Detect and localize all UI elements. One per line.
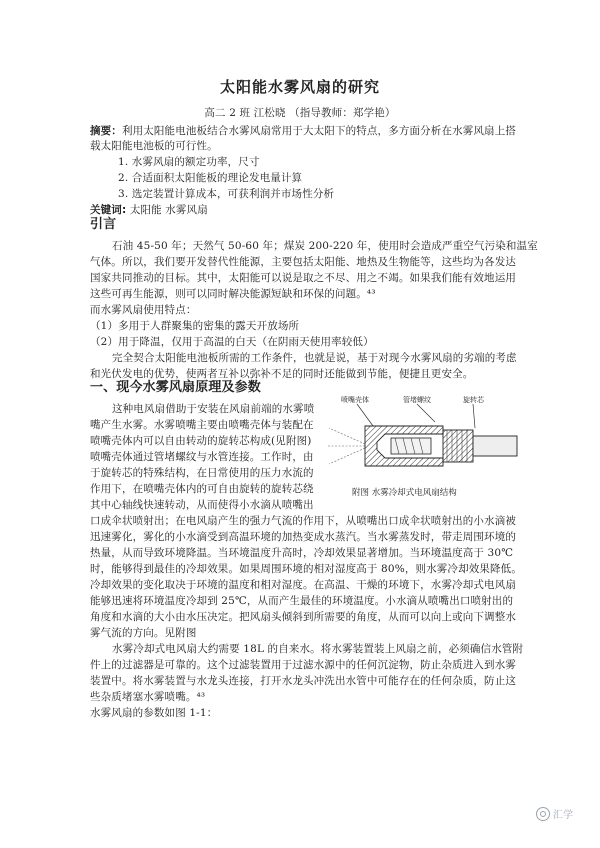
spray-line [329, 428, 365, 444]
abstract-line-2: 载太阳能电池板的可行性。 [90, 140, 218, 152]
intro-text: 和光伏发电的优势，使两者互补以弥补不足的同时还能做到节能，便捷且更安全。 [90, 368, 474, 380]
watermark-text: 汇学 [553, 810, 573, 821]
intro-text: 气体。所以，我们要开发替代性能源，主要包括太阳能、地热及生物能等，这些均为各发达 [90, 256, 516, 268]
section-text: 时，能够得到最佳的冷却效果。如果周围环境的相对湿度高于 80%，则水雾冷却效果降低。 [90, 563, 522, 575]
abstract-item: 2. 合适面积太阳能板的理论发电量计算 [118, 172, 303, 184]
keywords-value: 太阳能 水雾风扇 [129, 204, 208, 216]
intro-text: 石油 45-50 年；天然气 50-60 年；煤炭 200-220 年，使用时会造成严重空气污染和温室 [112, 240, 538, 252]
section-heading: 一、现今水雾风扇原理及参数 [90, 380, 261, 395]
wechat-icon [536, 807, 550, 821]
thread-plug [443, 430, 473, 462]
section-text: 能够迅速将环境温度冷却到 25℃，从而产生最佳的环境温度。小水滴从喷嘴出口喷射出的 [90, 595, 514, 607]
paper-title: 太阳能水雾风扇的研究 [219, 78, 380, 96]
leader-line [357, 404, 373, 426]
section-text: 其中心轴线快速转动，从而使得小水滴从喷嘴出 [90, 499, 314, 511]
intro-text: 而水雾风扇使用特点： [90, 304, 197, 316]
nozzle-diagram [325, 392, 525, 484]
intro-list-item: （2）用于降温，仅用于高温的白天（在阴雨天使用率较低） [90, 336, 374, 348]
section-text: 角度和水滴的大小由水压决定。把风扇头倾斜到所需要的角度，从而可以向上或向下调整水 [90, 611, 516, 623]
leader-line [417, 404, 435, 422]
figure-label: 管堵螺纹 [403, 396, 431, 404]
figure-caption: 附图 水雾冷却式电风扇结构 [352, 488, 457, 498]
section-text: 口成伞状喷射出；在电风扇产生的强力气流的作用下，从喷嘴出口成伞状喷射出的小水滴被 [90, 515, 516, 527]
intro-heading: 引言 [90, 217, 117, 232]
section-text: 喷嘴壳体通过管堵螺纹与水管连接。工作时，由 [90, 451, 314, 463]
section-text: 装置中。将水雾装置与水龙头连接，打开水龙头冲洗出水管中可能存在的任何杂质，防止这 [90, 675, 516, 687]
section-text: 些杂质堵塞水雾喷嘴。⁴³ [90, 691, 206, 703]
section-text: 喷嘴壳体内可以自由转动的旋转芯构成(见附图) [90, 435, 312, 447]
keywords-label: 关键词: [90, 204, 127, 216]
watermark [536, 806, 573, 821]
section-text: 于旋转芯的特殊结构，在日常使用的压力水流的 [90, 467, 314, 479]
spray-line [329, 448, 365, 464]
leader-line [473, 404, 475, 428]
abstract-label: 摘要： [90, 125, 122, 137]
author-byline: 高二 2 班 江松晓 （指导教师：郑学艳） [204, 107, 396, 119]
section-text: 这种电风扇借助于安装在风扇前端的水雾喷 [112, 403, 315, 415]
keywords-line [90, 203, 208, 217]
section-text: 嘴产生水雾。水雾喷嘴主要由喷嘴壳体与装配在 [90, 419, 314, 431]
abstract-item: 3. 选定装置计算成本，可获利润并市场性分析 [118, 188, 335, 200]
section-text: 作用下，在喷嘴壳体内的可自由旋转的旋转芯绕 [90, 483, 314, 495]
figure-label: 旋转芯 [463, 396, 484, 404]
section-text: 雾气流的方向。见附图 [90, 627, 197, 639]
abstract-item: 1. 水雾风扇的额定功率，尺寸 [118, 156, 260, 168]
intro-text: 这些可再生能源，则可以同时解决能源短缺和环保的问题。⁴³ [90, 288, 376, 300]
abstract-line-1: 摘要：利用太阳能电池板结合水雾风扇常用于大太阳下的特点，多方面分析在水雾风扇上搭 [90, 125, 517, 137]
section-text: 水雾冷却式电风扇大约需要 18L 的自来水。将水雾装置装上风扇之前，必须确信水管附 [112, 643, 524, 655]
section-text: 冷却效果的变化取决于环境的温度和相对湿度。在高温、干燥的环境下，水雾冷却式电风扇 [90, 579, 516, 591]
intro-text: 完全契合太阳能电池板所需的工作条件，也就是说，基于对现今水雾风扇的劣端的考虑 [112, 352, 517, 364]
section-text: 件上的过滤器是可靠的。这个过滤装置用于过滤水源中的任何沉淀物，防止杂质进入到水雾 [90, 659, 516, 671]
water-pipe [473, 436, 517, 456]
section-text: 迅速雾化，雾化的小水滴受到高温环境的加热变成水蒸汽。当水雾蒸发时，带走周围环境的 [90, 531, 516, 543]
intro-text: 国家共同推动的目标。其中，太阳能可以说是取之不尽、用之不竭。如果我们能有效地运用 [90, 272, 516, 284]
section-text: 水雾风扇的参数如图 1-1： [90, 707, 218, 719]
section-text: 热量，从而导致环境降温。当环境温度升高时，冷却效果显著增加。当环境温度高于 30℃ [90, 547, 514, 559]
figure-label: 喷嘴壳体 [341, 396, 369, 404]
intro-list-item: （1）多用于人群聚集的密集的露天开放场所 [90, 320, 300, 332]
